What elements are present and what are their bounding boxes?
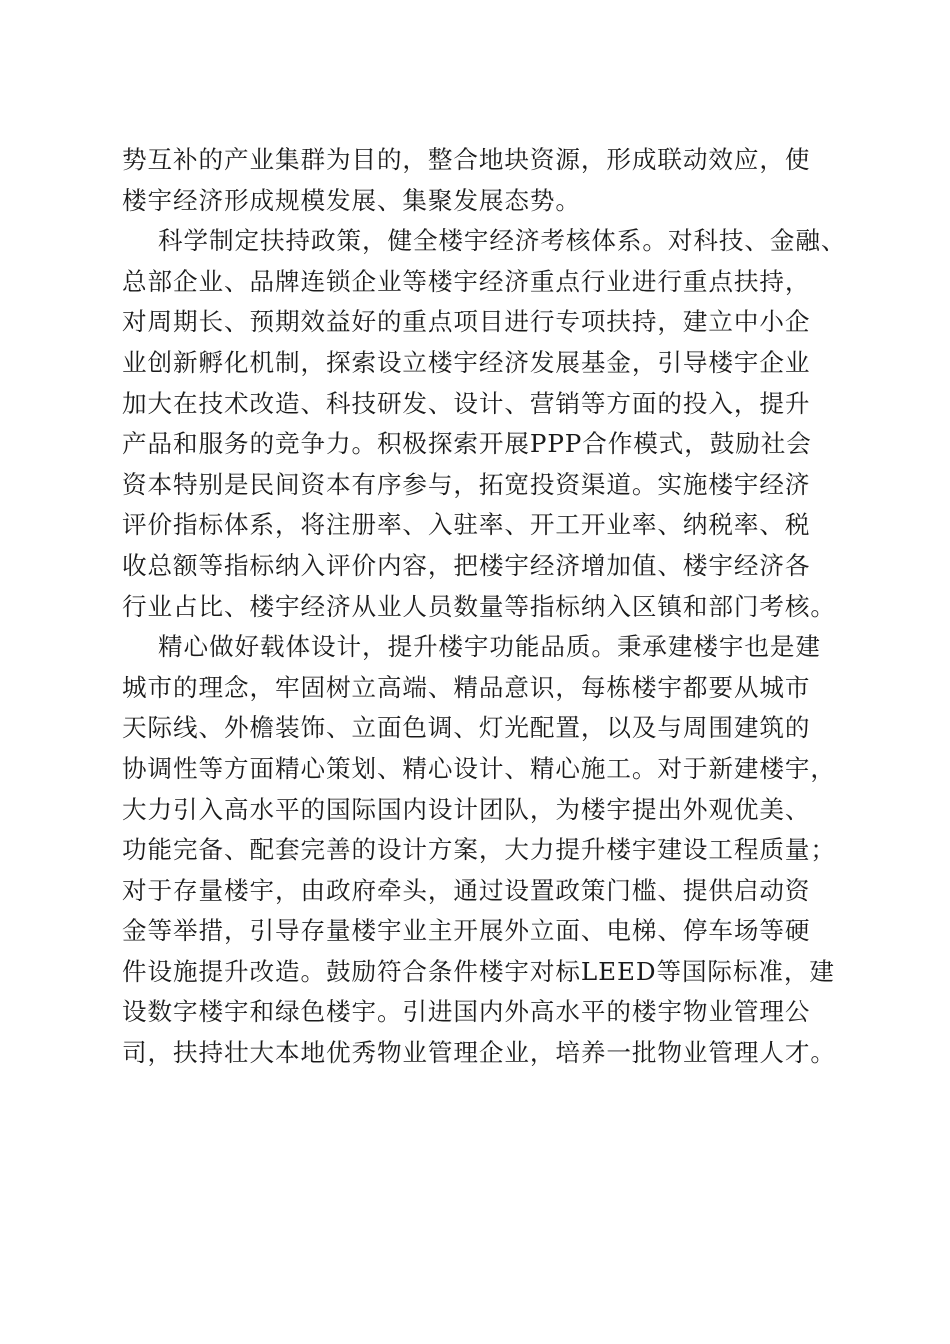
text-line-8: 产品和服务的竞争力。积极探索开展PPP合作模式，鼓励社会: [122, 429, 812, 459]
text-line-6: 业创新孵化机制，探索设立楼宇经济发展基金，引导楼宇企业: [122, 347, 811, 377]
text-line-15: 天际线、外檐装饰、立面色调、灯光配置，以及与周围建筑的: [122, 713, 811, 743]
text-line-16: 协调性等方面精心策划、精心设计、精心施工。对于新建楼宇，: [122, 753, 836, 783]
text-line-17: 大力引入高水平的国际国内设计团队，为楼宇提出外观优美、: [122, 794, 811, 824]
text-line-2: 楼宇经济形成规模发展、集聚发展态势。: [122, 185, 581, 215]
text-line-23: 司，扶持壮大本地优秀物业管理企业，培养一批物业管理人才。: [122, 1038, 836, 1068]
text-line-1: 势互补的产业集群为目的，整合地块资源，形成联动效应，使: [122, 145, 811, 174]
text-line-11: 收总额等指标纳入评价内容，把楼宇经济增加值、楼宇经济各: [122, 550, 811, 580]
text-line-7: 加大在技术改造、科技研发、设计、营销等方面的投入，提升: [122, 388, 811, 418]
paragraph-3-first-line: 精心做好载体设计，提升楼宇功能品质。秉承建楼宇也是建: [158, 632, 821, 662]
text-line-5: 对周期长、预期效益好的重点项目进行专项扶持，建立中小企: [122, 307, 811, 337]
text-line-9: 资本特别是民间资本有序参与，拓宽投资渠道。实施楼宇经济: [122, 469, 811, 499]
body-text: [122, 140, 847, 1074]
text-line-4: 总部企业、品牌连锁企业等楼宇经济重点行业进行重点扶持，: [122, 266, 811, 296]
paragraph-2-first-line: 科学制定扶持政策，健全楼宇经济考核体系。对科技、金融、: [158, 226, 847, 256]
text-line-21: 件设施提升改造。鼓励符合条件楼宇对标LEED等国际标准，建: [122, 956, 835, 986]
text-line-18: 功能完备、配套完善的设计方案，大力提升楼宇建设工程质量；: [122, 835, 836, 865]
text-line-20: 金等举措，引导存量楼宇业主开展外立面、电梯、停车场等硬: [122, 916, 811, 946]
text-line-19: 对于存量楼宇，由政府牵头，通过设置政策门槛、提供启动资: [122, 875, 811, 905]
text-line-14: 城市的理念，牢固树立高端、精品意识，每栋楼宇都要从城市: [122, 672, 811, 702]
text-line-10: 评价指标体系，将注册率、入驻率、开工开业率、纳税率、税: [122, 510, 811, 540]
text-line-22: 设数字楼宇和绿色楼宇。引进国内外高水平的楼宇物业管理公: [122, 997, 811, 1027]
text-line-12: 行业占比、楼宇经济从业人员数量等指标纳入区镇和部门考核。: [122, 591, 836, 621]
